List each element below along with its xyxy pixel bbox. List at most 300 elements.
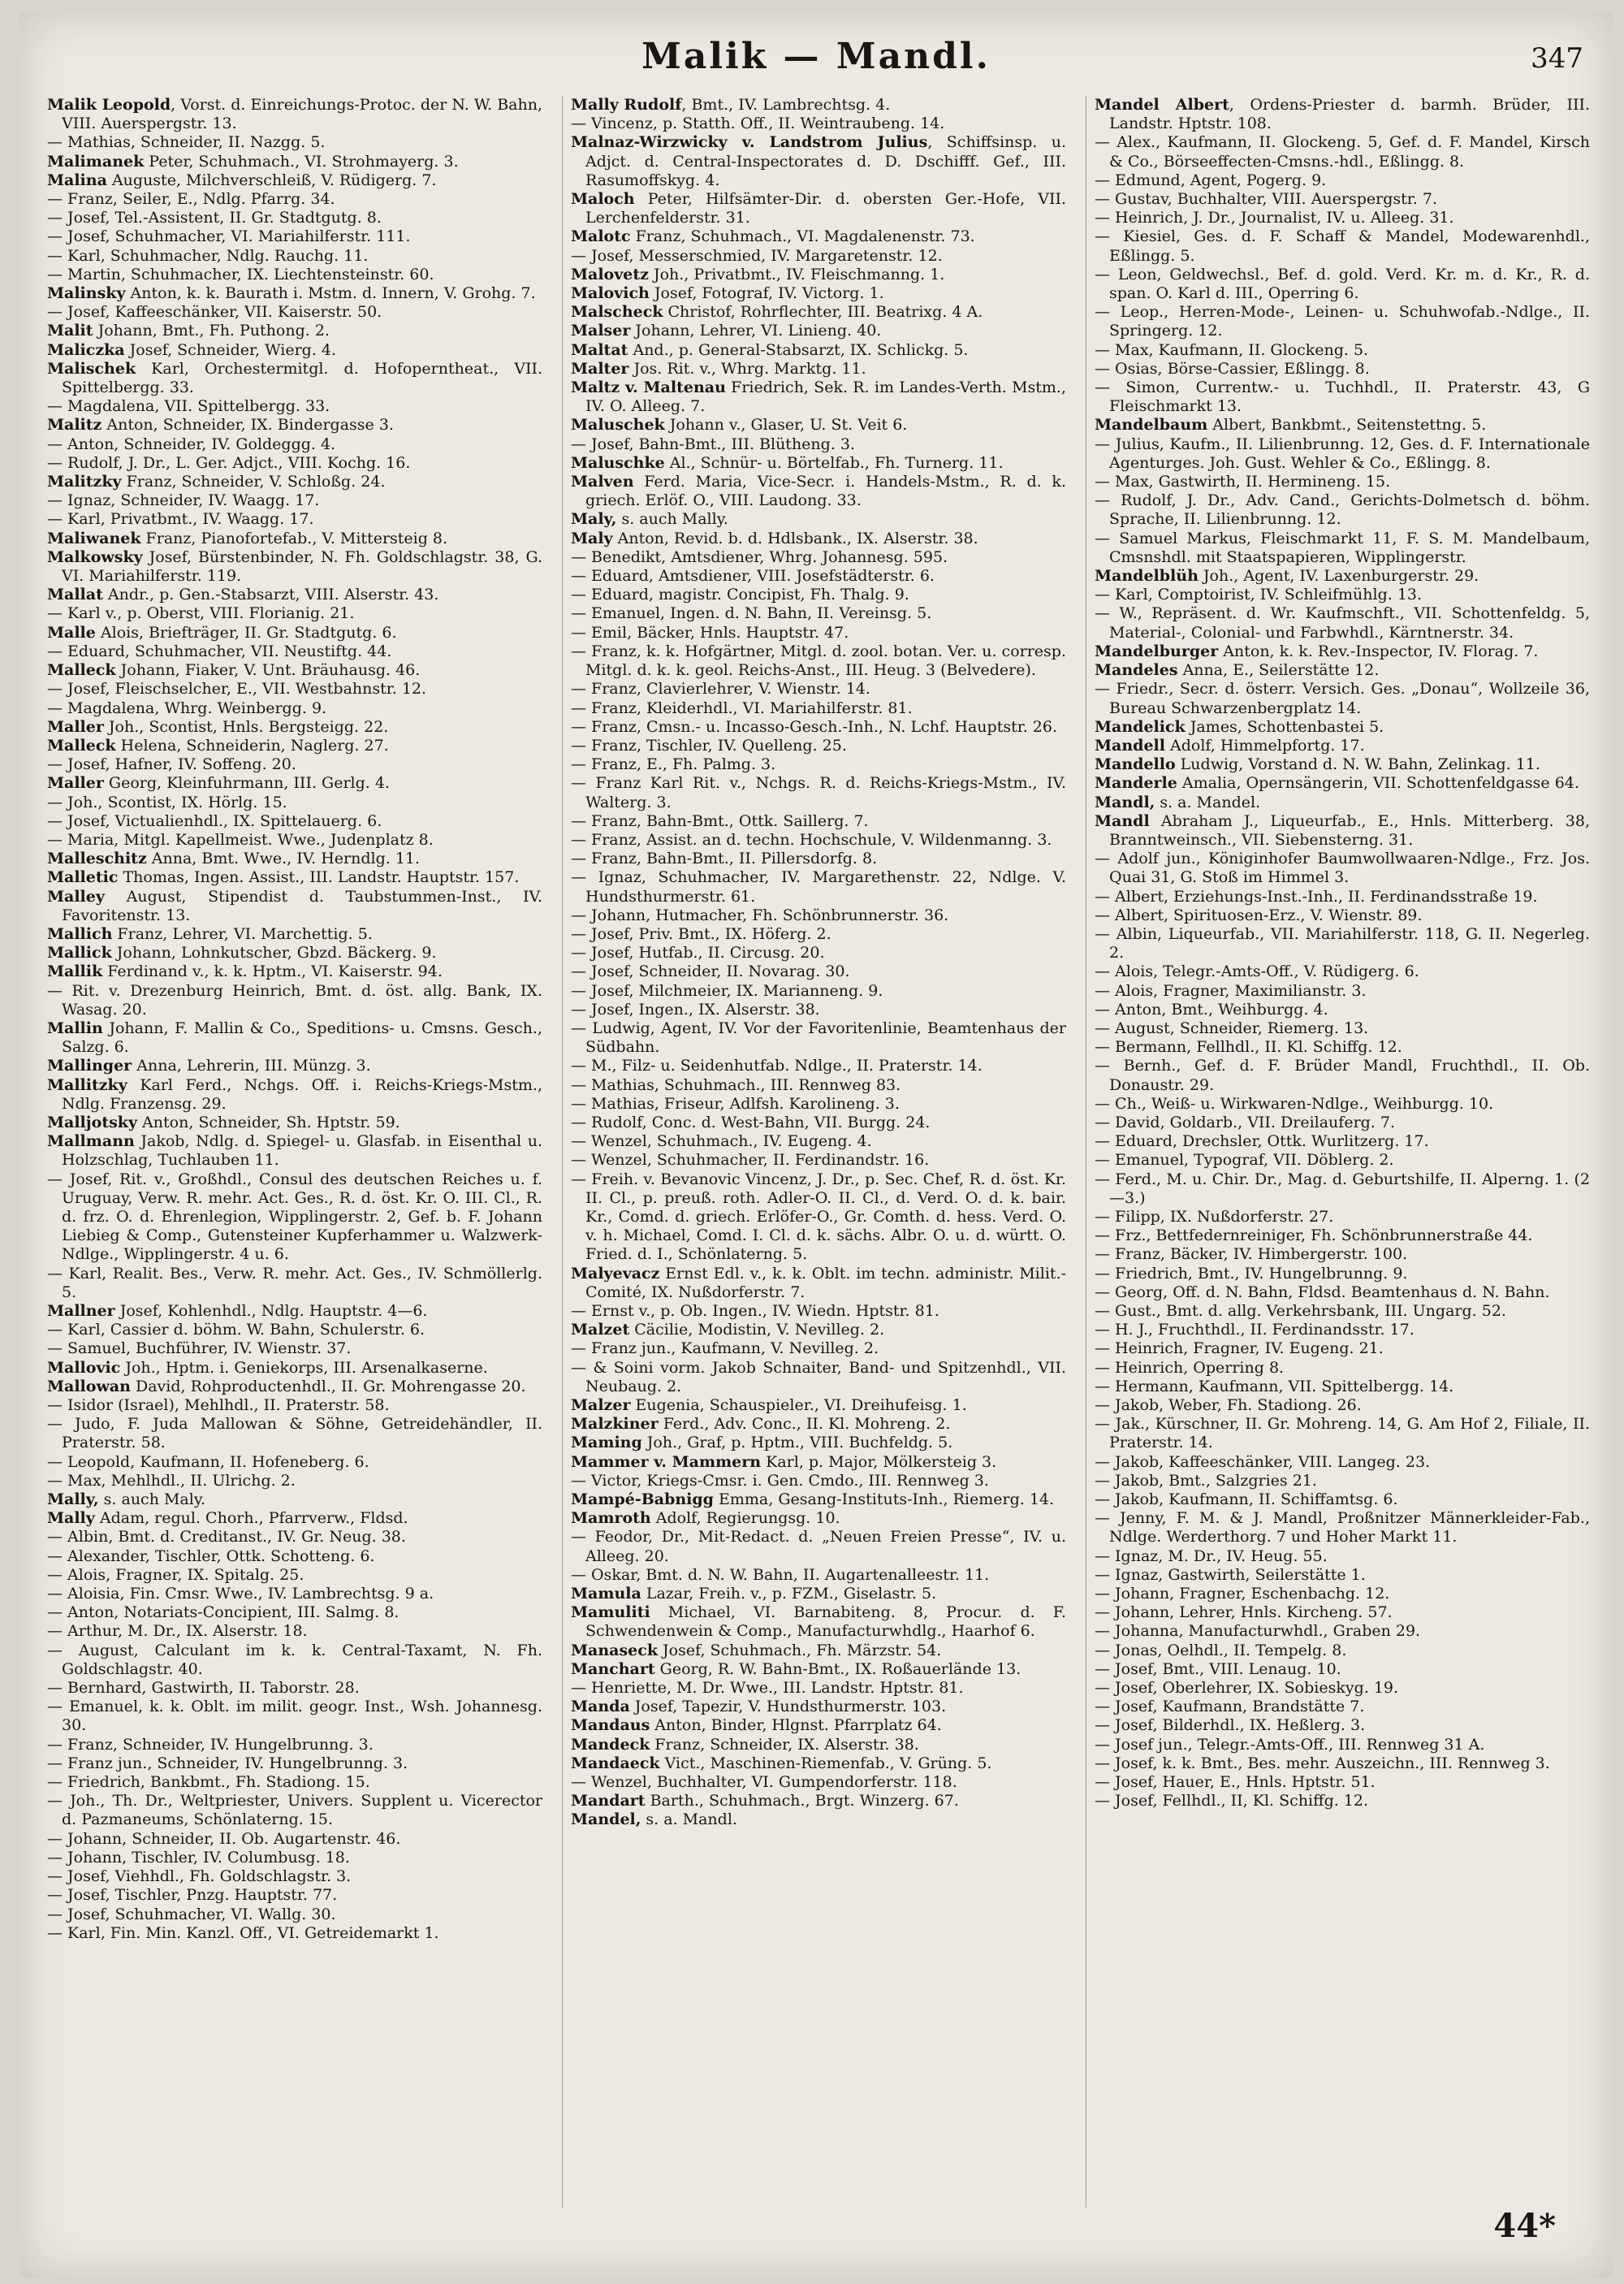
directory-entry [47,1622,542,1641]
directory-entry [47,1566,542,1585]
entry-details: — Osias, Börse-Cassier, Eßlingg. 8. [1095,359,1370,378]
directory-entry [571,473,1066,510]
directory-entry [571,1114,1066,1132]
directory-entry [1095,1057,1590,1094]
directory-entry [571,1359,1066,1396]
directory-entry [571,1660,1066,1679]
signature-mark: 44* [1493,2207,1556,2245]
entry-details: Anton, k. k. Baurath i. Mstm. d. Innern, V. Grohg. 7. [125,284,536,303]
directory-entry [1095,1603,1590,1622]
entry-details: Adolf, Regierungsg. 10. [650,1509,840,1528]
entry-surname: Malzer [571,1396,631,1415]
entry-details: — Mathias, Schneider, II. Nazgg. 5. [47,133,326,152]
directory-entry [1095,1660,1590,1679]
directory-entry [1095,1114,1590,1132]
entry-details: s. a. Mandel. [1155,793,1261,811]
directory-entry [1095,1283,1590,1302]
entry-details: — Franz, Seiler, E., Ndlg. Pfarrg. 34. [47,190,335,209]
entry-details: — Magdalena, Whrg. Weinbergg. 9. [47,699,327,717]
directory-entry [47,1754,542,1773]
entry-details: Johann, F. Mallin & Co., Speditions- u. Cmsns. Gesch., Salzg. 6. [62,1019,542,1057]
entry-details: — Eduard, magistr. Concipist, Fh. Thalg. 9. [571,586,909,604]
entry-surname: Mamula [571,1585,641,1603]
entry-surname: Maloch [571,190,635,209]
directory-entry [1095,1509,1590,1546]
directory-entry [571,1490,1066,1509]
entry-details: — August, Calculant im k. k. Central-Taxamt, N. Fh. Goldschlagstr. 40. [47,1641,542,1678]
entry-surname: Malitzky [47,473,122,491]
directory-entry [1095,1642,1590,1660]
entry-details: , Schiffsinsp. u. Adjct. d. Central-Inspectorates d. D. Dschifff. Gef., III. Rasumoffskyg. 4. [585,133,1066,189]
directory-entry [47,227,542,246]
entry-surname: Malletic [47,868,119,887]
directory-entry [47,341,542,360]
directory-entry [1095,661,1590,680]
entry-details: — Simon, Currentw.- u. Tuchhdl., II. Praterstr. 43, G Fleischmarkt 13. [1095,379,1590,416]
directory-entry [47,397,542,416]
directory-entry [47,868,542,887]
entry-details: — Emanuel, k. k. Oblt. im milit. geogr. Inst., Wsh. Johannesg. 30. [47,1698,542,1735]
directory-entry [47,1849,542,1867]
directory-entry [1095,1226,1590,1245]
entry-details: — M., Filz- u. Seidenhutfab. Ndlge., II. Praterstr. 14. [571,1057,983,1075]
entry-details: Al., Schnür- u. Börtelfab., Fh. Turnerg. 11. [664,453,1004,472]
directory-entry [1095,1698,1590,1716]
directory-entry [47,1265,542,1302]
directory-entry [47,1867,542,1886]
entry-details: — August, Schneider, Riemerg. 13. [1095,1019,1369,1037]
entry-details: Josef, Schneider, Wierg. 4. [124,340,337,359]
entry-details: — Josef, Kaufmann, Brandstätte 7. [1095,1698,1365,1716]
entry-surname: Mampé-Babnigg [571,1490,714,1509]
entry-details: Johann v., Glaser, U. St. Veit 6. [664,416,908,435]
entry-details: — Heinrich, Operring 8. [1095,1358,1285,1377]
directory-entry [1095,190,1590,209]
directory-entry [571,1095,1066,1114]
entry-surname: Mamroth [571,1509,651,1528]
directory-entry [571,906,1066,925]
entry-details: — Johann, Hutmacher, Fh. Schönbrunnerstr. 36. [571,906,949,924]
entry-details: — Kiesiel, Ges. d. F. Schaff & Mandel, Modewarenhdl., Eßlingg. 5. [1095,227,1590,265]
directory-entry [571,1001,1066,1019]
entry-details: Friedrich, Sek. R. im Landes-Verth. Mstm., IV. O. Alleeg. 7. [585,379,1066,416]
directory-entry [571,624,1066,642]
directory-entry [571,454,1066,473]
entry-surname: Maller [47,774,104,793]
entry-details: Karl Ferd., Nchgs. Off. i. Reichs-Kriegs-Mstm., Ndlg. Franzensg. 29. [62,1075,542,1113]
directory-entry [47,284,542,303]
entry-details: — Jakob, Bmt., Salzgries 21. [1095,1471,1317,1490]
directory-entry [571,1754,1066,1773]
directory-entry [47,303,542,322]
directory-entry [1095,1792,1590,1810]
entry-surname: Mally [47,1509,95,1528]
entry-surname: Mandelburger [1095,642,1219,660]
directory-entry [1095,1095,1590,1114]
entry-surname: Malit [47,322,93,340]
entry-surname: Malovetz [571,265,649,283]
directory-entry [47,133,542,152]
entry-details: Johann, Fiaker, V. Unt. Bräuhausg. 46. [115,661,421,680]
directory-entry [1095,906,1590,925]
entry-details: Christof, Rohrflechter, III. Beatrixg. 4 A. [663,303,983,322]
entry-details: — Ludwig, Agent, IV. Vor der Favoritenlinie, Beamtenhaus der Südbahn. [571,1019,1066,1057]
entry-details: Franz, Lehrer, VI. Marchettig. 5. [112,924,373,943]
directory-entry [1095,1415,1590,1452]
directory-entry [47,1339,542,1358]
entry-details: — Karl, Fin. Min. Kanzl. Off., VI. Getreidemarkt 1. [47,1923,439,1942]
directory-entry [1095,473,1590,491]
directory-entry [47,888,542,925]
directory-entry [47,1321,542,1339]
entry-details: — Franz, E., Fh. Palmg. 3. [571,755,776,774]
entry-details: — Josef, Priv. Bmt., IX. Höferg. 2. [571,924,831,943]
entry-details: — Bernh., Gef. d. F. Brüder Mandl, Fruchthdl., II. Ob. Donaustr. 29. [1095,1057,1590,1094]
entry-details: — Jenny, F. M. & J. Mandl, Proßnitzer Männerkleider-Fab., Ndlge. Werderthorg. 7 und Hoher Markt 11. [1095,1509,1590,1546]
entry-details: Andr., p. Gen.-Stabsarzt, VIII. Alserstr. 43. [102,586,439,604]
entry-details: Joh., Privatbmt., IV. Fleischmanng. 1. [648,265,945,283]
entry-surname: Mallowan [47,1377,131,1395]
directory-entry [47,1509,542,1528]
entry-details: — Karl, Schuhmacher, Ndlg. Rauchg. 11. [47,246,369,265]
entry-details: — Josef, k. k. Bmt., Bes. mehr. Auszeichn., III. Rennweg 3. [1095,1754,1550,1772]
entry-surname: Malley [47,887,105,906]
entry-surname: Maly, [571,510,617,529]
entry-details: Helena, Schneiderin, Naglerg. 27. [115,736,389,755]
directory-entry [47,96,542,133]
column-middle [562,96,1066,2208]
directory-entry [571,1453,1066,1472]
entry-details: Joh., Graf, p. Hptm., VIII. Buchfeldg. 5. [641,1434,953,1452]
entry-details: Karl, p. Major, Mölkersteig 3. [761,1452,997,1471]
entry-surname: Mandel, [571,1810,641,1829]
entry-details: — Gustav, Buchhalter, VIII. Auerspergstr. 7. [1095,190,1437,209]
entry-details: — Josef, Hafner, IV. Soffeng. 20. [47,755,296,774]
entry-details: — Josef, Rit. v., Großhdl., Consul des deutschen Reiches u. f. Uruguay, Verw. R. mehr. Act. Ges., R. d. öst. Kr. O. III. Cl., R. d. frz. O. d. Ehrenlegion, Wipplingerstr. 2, Gef. b. F. Johann Liebieg & Comp., Gutensteiner Kupferhammer u. Walzwerk-Ndlge., Wipplingerstr. 4 u. 6. [47,1170,542,1264]
entry-surname: Malischek [47,359,136,378]
entry-details: Adam, regul. Chorh., Pfarrverw., Fldsd. [94,1509,408,1528]
entry-details: — Josef, Messerschmied, IV. Margaretenstr. 12. [571,246,943,265]
directory-entry [1095,1736,1590,1754]
entry-details: — Leopold, Kaufmann, II. Hofeneberg. 6. [47,1452,369,1471]
directory-entry [47,473,542,491]
directory-entry [571,115,1066,133]
entry-surname: Malle [47,623,96,642]
entry-surname: Malleck [47,736,116,755]
entry-details: David, Rohproductenhdl., II. Gr. Mohrengasse 20. [130,1377,526,1395]
entry-surname: Mandell [1095,736,1165,755]
directory-entry [47,454,542,473]
entry-details: — Filipp, IX. Nußdorferstr. 27. [1095,1207,1334,1226]
directory-entry [1095,1170,1590,1208]
directory-entry [571,1265,1066,1302]
entry-surname: Mallinger [47,1057,132,1075]
entry-details: — Aloisia, Fin. Cmsr. Wwe., IV. Lambrechtsg. 9 a. [47,1585,434,1603]
entry-details: — Franz, Bahn-Bmt., Ottk. Saillerg. 7. [571,811,869,830]
directory-entry [47,190,542,209]
entry-surname: Mallik [47,962,103,981]
directory-entry [47,1886,542,1905]
entry-details: And., p. General-Stabsarzt, IX. Schlickg. 5. [628,340,969,359]
directory-entry [1095,567,1590,586]
entry-details: — Heinrich, Fragner, IV. Eugeng. 21. [1095,1339,1384,1358]
entry-details: — Friedr., Secr. d. österr. Versich. Ges. „Donau“, Wollzeile 36, Bureau Schwarzenbergplatz 14. [1095,680,1590,717]
directory-entry [47,1905,542,1924]
entry-details: — Rudolf, Conc. d. West-Bahn, VII. Burgg. 24. [571,1113,931,1131]
entry-surname: Mally Rudolf [571,96,682,114]
entry-details: — Isidor (Israel), Mehlhdl., II. Praterstr. 58. [47,1396,390,1415]
directory-entry [1095,1245,1590,1264]
directory-entry [571,1396,1066,1415]
entry-surname: Maltz v. Maltenau [571,379,726,397]
directory-entry [47,266,542,284]
directory-entry [47,1378,542,1396]
directory-entry [571,1566,1066,1585]
entry-details: — Franz jun., Schneider, IV. Hungelbrunng. 3. [47,1754,408,1772]
directory-entry [1095,1396,1590,1415]
entry-surname: Manaseck [571,1641,658,1659]
directory-entry [1095,360,1590,379]
entry-details: , Bmt., IV. Lambrechtsg. 4. [681,96,891,114]
entry-surname: Mandelick [1095,717,1186,736]
entry-details: — Johann, Schneider, II. Ob. Augartenstr. 46. [47,1829,401,1848]
entry-details: — Wenzel, Buchhalter, VI. Gumpendorferstr. 118. [571,1773,957,1792]
entry-surname: Malimanek [47,152,145,171]
directory-entry [571,1642,1066,1660]
directory-entry [571,774,1066,811]
entry-details: — W., Repräsent. d. Wr. Kaufmschft., VII. Schottenfeldg. 5, Material-, Colonial- und Farbwhdl., Kärntnerstr. 34. [1095,604,1590,642]
directory-entry [571,718,1066,737]
entry-details: — Alexander, Tischler, Ottk. Schotteng. 6. [47,1546,375,1565]
directory-entry [47,604,542,623]
column-right [1086,96,1590,2208]
entry-details: — Alois, Telegr.-Amts-Off., V. Rüdigerg. 6. [1095,962,1419,981]
directory-entry [47,1736,542,1754]
entry-details: — Friedrich, Bankbmt., Fh. Stadiong. 15. [47,1773,370,1792]
entry-surname: Maliwanek [47,529,141,547]
entry-details: — Ch., Weiß- u. Wirkwaren-Ndlge., Weihburgg. 10. [1095,1094,1494,1113]
directory-entry [47,1057,542,1075]
directory-entry [571,567,1066,586]
directory-entry [47,1415,542,1452]
entry-surname: Mallitzky [47,1075,127,1094]
entry-surname: Malovich [571,284,650,303]
directory-entry [47,831,542,850]
directory-entry [1095,1132,1590,1151]
directory-entry [1095,755,1590,774]
entry-details: s. auch Mally. [616,510,728,529]
directory-entry [571,1603,1066,1641]
directory-entry [47,1830,542,1849]
entry-details: — Jak., Kürschner, II. Gr. Mohreng. 14, G. Am Hof 2, Filiale, II. Praterstr. 14. [1095,1415,1590,1452]
directory-entry [1095,642,1590,661]
entry-details: — Alois, Fragner, Maximilianstr. 3. [1095,981,1367,1000]
entry-surname: Malik Leopold [47,96,171,114]
entry-details: — Johann, Fragner, Eschenbachg. 12. [1095,1585,1390,1603]
directory-entry [571,962,1066,981]
entry-details: s. a. Mandl. [641,1810,737,1829]
directory-entry [571,642,1066,680]
entry-details: — Max, Mehlhdl., II. Ulrichg. 2. [47,1471,296,1490]
directory-entry [1095,1265,1590,1283]
entry-details: — David, Goldarb., VII. Dreilauferg. 7. [1095,1113,1396,1131]
directory-entry [571,1302,1066,1321]
directory-entry [571,530,1066,548]
directory-entry [1095,209,1590,227]
directory-entry [47,1359,542,1378]
entry-surname: Malnaz-Wirzwicky v. Landstrom Julius [571,133,928,152]
entry-surname: Mallmann [47,1132,135,1151]
entry-details: Joh., Hptm. i. Geniekorps, III. Arsenalkaserne. [120,1358,488,1377]
entry-surname: Maltat [571,340,628,359]
directory-entry [1095,774,1590,793]
directory-entry [571,96,1066,115]
entry-surname: Mandeck [571,1735,650,1754]
directory-entry [47,1170,542,1265]
entry-details: Vict., Maschinen-Riemenfab., V. Grüng. 5. [659,1754,992,1772]
directory-entry [47,1698,542,1735]
entry-details: — Georg, Off. d. N. Bahn, Fldsd. Beamtenhaus d. N. Bahn. [1095,1283,1550,1301]
directory-entry [47,1132,542,1170]
entry-details: Ferd. Maria, Vice-Secr. i. Handels-Mstm., R. d. k. griech. Erlöf. O., VIII. Laudong. 33. [585,473,1066,510]
entry-details: — Friedrich, Bmt., IV. Hungelbrunng. 9. [1095,1264,1408,1283]
entry-details: — Adolf jun., Königinhofer Baumwollwaaren-Ndlge., Frz. Jos. Quai 31, G. Stoß im Himmel 3. [1095,850,1590,887]
directory-entry [1095,1716,1590,1735]
entry-surname: Mandello [1095,755,1176,774]
entry-details: — Julius, Kaufm., II. Lilienbrunng. 12, Ges. d. F. Internationale Agenturges. Joh. Gust. Wehler & Co., Eßlingg. 8. [1095,435,1590,472]
directory-entry [1095,1490,1590,1509]
entry-surname: Mandart [571,1792,646,1810]
entry-details: — Emanuel, Ingen. d. N. Bahn, II. Vereinsg. 5. [571,604,932,623]
entry-details: — Joh., Scontist, IX. Hörlg. 15. [47,793,287,811]
entry-details: Anton, Binder, Hlgnst. Pfarrplatz 64. [650,1716,942,1735]
entry-details: Johann, Bmt., Fh. Puthong. 2. [93,322,330,340]
running-title: Malik — Mandl. [641,36,991,77]
directory-entry [1095,1001,1590,1019]
directory-entry [1095,1547,1590,1566]
directory-entry [571,1057,1066,1075]
entry-surname: Malkowsky [47,547,143,566]
entry-details: — Josef, Kaffeeschänker, VII. Kaiserstr. 50. [47,303,382,322]
entry-details: — Wenzel, Schuhmacher, II. Ferdinandstr. 16. [571,1151,930,1170]
entry-details: — Samuel Markus, Fleischmarkt 11, F. S. M. Mandelbaum, Cmsnshdl. mit Staatspapieren, Wipplingerstr. [1095,529,1590,566]
entry-details: — Franz, Kleiderhdl., VI. Mariahilferstr. 81. [571,699,913,717]
entry-details: Georg, Kleinfuhrmann, III. Gerlg. 4. [103,774,390,793]
entry-details: Eugenia, Schauspieler., VI. Dreihufeisg. 1. [630,1396,967,1415]
entry-details: — Jakob, Kaufmann, II. Schiffamtsg. 6. [1095,1490,1398,1509]
entry-details: — Josef, Victualienhdl., IX. Spittelauerg. 6. [47,811,382,830]
directory-entry [1095,1208,1590,1226]
entry-surname: Malotc [571,227,631,246]
entry-details: — Franz, Assist. an d. techn. Hochschule, V. Wildenmanng. 3. [571,830,1052,849]
directory-entry [47,1792,542,1829]
directory-entry [47,1453,542,1472]
directory-entry [1095,586,1590,604]
entry-details: — Josef, Ingen., IX. Alserstr. 38. [571,1000,820,1019]
entry-details: — Albert, Spirituosen-Erz., V. Wienstr. 89. [1095,906,1423,924]
entry-surname: Malzkiner [571,1415,659,1434]
entry-details: Karl, Orchestermitgl. d. Hofoperntheat., VII. Spittelbergg. 33. [62,359,542,397]
directory-entry [571,1415,1066,1434]
directory-entry [1095,341,1590,360]
entry-details: — Franz, Schneider, IV. Hungelbrunng. 3. [47,1735,374,1754]
directory-columns [47,96,1590,2208]
directory-entry [1095,1754,1590,1773]
entry-details: James, Schottenbastei 5. [1185,717,1384,736]
entry-surname: Malleck [47,661,116,680]
entry-details: — Karl, Cassier d. böhm. W. Bahn, Schulerstr. 6. [47,1321,425,1339]
directory-entry [571,925,1066,944]
directory-entry [571,586,1066,604]
entry-details: Thomas, Ingen. Assist., III. Landstr. Hauptstr. 157. [118,868,520,887]
entry-details: — Jakob, Kaffeeschänker, VIII. Langeg. 23. [1095,1452,1431,1471]
entry-details: Amalia, Opernsängerin, VII. Schottenfeldgasse 64. [1177,774,1579,793]
directory-entry [571,1585,1066,1603]
entry-details: — Feodor, Dr., Mit-Redact. d. „Neuen Freien Presse“, IV. u. Alleeg. 20. [571,1528,1066,1565]
directory-entry [47,624,542,642]
entry-details: — Hermann, Kaufmann, VII. Spittelbergg. 14. [1095,1377,1454,1395]
entry-details: — Alex., Kaufmann, II. Glockeng. 5, Gef. d. F. Mandel, Kirsch & Co., Börseeffecten-Cmsns.-hdl., Eßlingg. 8. [1095,133,1590,171]
entry-surname: Malyevacz [571,1264,660,1283]
directory-entry [1095,888,1590,906]
entry-details: — Anton, Bmt., Weihburgg. 4. [1095,1000,1328,1019]
entry-details: — Maria, Mitgl. Kapellmeist. Wwe., Judenplatz 8. [47,830,434,849]
entry-details: Ferdinand v., k. k. Hptm., VI. Kaiserstr. 94. [102,962,443,981]
directory-entry [47,718,542,737]
entry-surname: Mandaeck [571,1754,660,1772]
directory-entry [571,379,1066,416]
entry-surname: Mandaus [571,1716,650,1735]
entry-surname: Maly [571,529,613,547]
entry-details: Anton, Schneider, IX. Bindergasse 3. [102,416,394,435]
entry-details: — Josef, Hutfab., II. Circusg. 20. [571,944,825,962]
entry-details: — Ignaz, Schneider, IV. Waagg. 17. [47,491,320,510]
directory-entry [1095,171,1590,190]
directory-entry [47,1114,542,1132]
directory-entry [1095,1321,1590,1339]
directory-entry [1095,1773,1590,1792]
directory-entry [571,1151,1066,1170]
directory-entry [571,341,1066,360]
directory-entry [571,1509,1066,1528]
entry-details: — & Soini vorm. Jakob Schnaiter, Band- und Spitzenhdl., VII. Neubaug. 2. [571,1358,1066,1395]
directory-entry [1095,1585,1590,1603]
entry-details: — Josef, Schneider, II. Novarag. 30. [571,962,850,981]
entry-details: — Vincenz, p. Statth. Off., II. Weintraubeng. 14. [571,115,945,133]
directory-entry [47,1472,542,1490]
directory-entry [1095,604,1590,642]
entry-details: — Rit. v. Drezenburg Heinrich, Bmt. d. öst. allg. Bank, IX. Wasag. 20. [47,981,542,1019]
entry-details: — Johann, Tischler, IV. Columbusg. 18. [47,1848,350,1867]
entry-details: — Henriette, M. Dr. Wwe., III. Landstr. Hptstr. 81. [571,1679,964,1698]
entry-details: — Jonas, Oelhdl., II. Tempelg. 8. [1095,1641,1347,1659]
entry-details: Johann, Lehrer, VI. Linieng. 40. [630,322,882,340]
entry-details: Barth., Schuhmach., Brgt. Winzerg. 67. [645,1792,959,1810]
directory-entry [1095,227,1590,265]
entry-surname: Mandelbaum [1095,416,1208,435]
entry-details: , Ordens-Priester d. barmh. Brüder, III. Landstr. Hptstr. 108. [1109,96,1590,133]
directory-entry [571,1528,1066,1565]
entry-details: — Albin, Liqueurfab., VII. Mariahilferstr. 118, G. II. Negerleg. 2. [1095,924,1590,962]
entry-details: — Emil, Bäcker, Hnls. Hauptstr. 47. [571,623,849,642]
directory-entry [571,1339,1066,1358]
entry-details: — Josef jun., Telegr.-Amts-Off., III. Rennweg 31 A. [1095,1735,1485,1754]
directory-entry [47,1019,542,1057]
directory-entry [47,548,542,586]
directory-entry [47,925,542,944]
entry-details: — Franz, Bahn-Bmt., II. Pillersdorfg. 8. [571,850,878,868]
entry-surname: Malter [571,359,629,378]
